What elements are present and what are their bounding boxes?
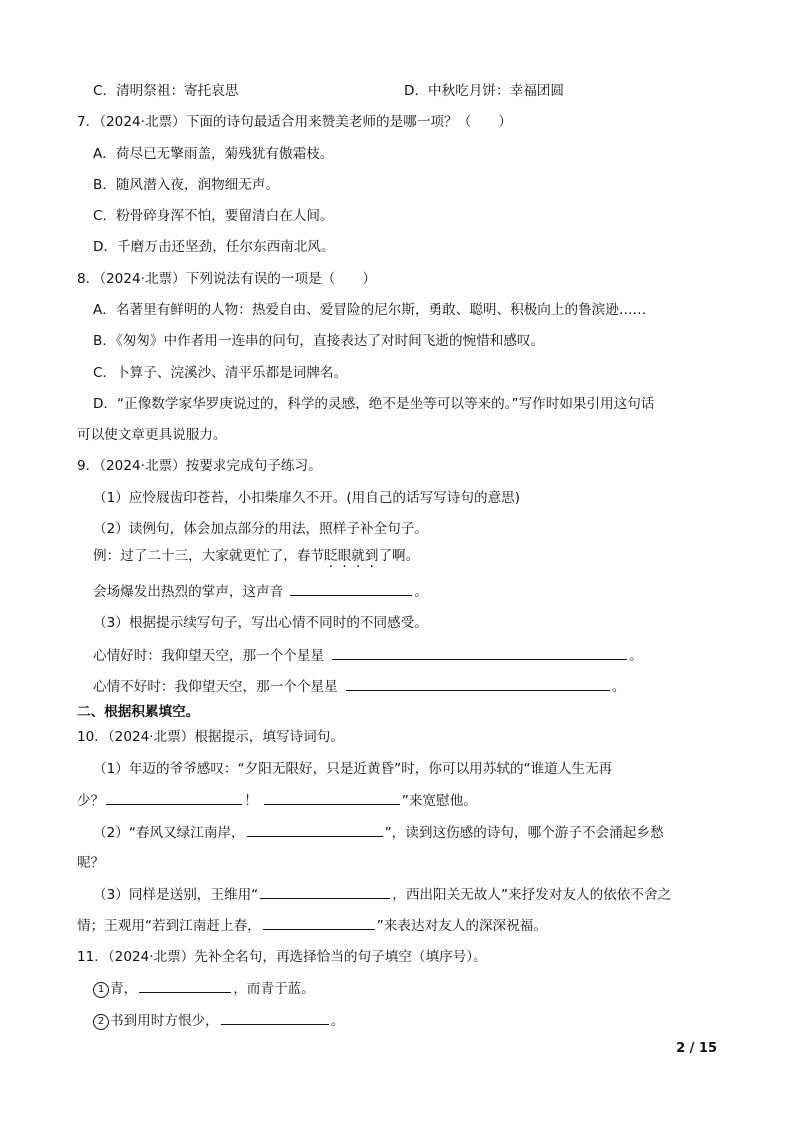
q9-sentence-2-blank[interactable] bbox=[290, 582, 412, 596]
q9-sentence-2 bbox=[93, 582, 428, 601]
q10-part1-blank-1[interactable] bbox=[106, 791, 242, 805]
q10-part1-mid: ！ bbox=[244, 793, 258, 809]
q9-sentence-2-prefix: 会场爆发出热烈的掌声，这声音 bbox=[93, 584, 284, 600]
q10-part3-blank-2[interactable] bbox=[263, 916, 375, 930]
q11-item-2-blank[interactable] bbox=[221, 1011, 329, 1025]
q11-item-1-blank[interactable] bbox=[139, 979, 231, 993]
q9-sentence-2-end: 。 bbox=[414, 584, 428, 600]
q8-stem: 8．（2024·北票）下列说法有误的一项是（ ） bbox=[77, 271, 377, 287]
q8-option-d-line1: D．“正像数学家华罗庚说过的，科学的灵感，绝不是坐等可以等来的。”写作时如果引用这句话 bbox=[93, 396, 655, 412]
q9-bad-mood-blank[interactable] bbox=[346, 677, 610, 691]
q6-option-c: C．清明祭祖：寄托哀思 bbox=[93, 83, 239, 99]
q6-option-d: D．中秋吃月饼：幸福团圆 bbox=[404, 83, 564, 99]
q9-good-mood-blank[interactable] bbox=[332, 646, 627, 660]
circled-number-one: 1 bbox=[93, 982, 109, 998]
q7-option-a: A．荷尽已无擎雨盖，菊残犹有傲霜枝。 bbox=[93, 146, 334, 162]
circled-number-two: 2 bbox=[93, 1014, 109, 1030]
q9-part3: （3）根据提示续写句子，写出心情不同时的不同感受。 bbox=[93, 615, 428, 631]
q10-part3-suffix: ，西出阳关无故人”来抒发对友人的依依不舍之 bbox=[392, 887, 672, 903]
q11-item-2 bbox=[93, 1011, 344, 1030]
q11-item-2-suffix: 。 bbox=[330, 1013, 345, 1029]
q11-item-2-prefix: 书到用时方恨少， bbox=[110, 1013, 219, 1029]
q8-option-a: A．名著里有鲜明的人物：热爱自由、爱冒险的尼尔斯，勇敢、聪明、积极向上的鲁滨逊…… bbox=[93, 302, 647, 318]
q10-part1-line1: （1）年迈的爷爷感叹：“夕阳无限好，只是近黄昏”时，你可以用苏轼的“谁道人生无再 bbox=[93, 761, 613, 777]
q10-part2-suffix: ”，读到这伤感的诗句，哪个游子不会涌起乡愁 bbox=[384, 825, 664, 841]
q9-part1: （1）应怜屐齿印苍苔，小扣柴扉久不开。(用自己的话写写诗句的意思) bbox=[93, 490, 521, 506]
q10-part2-line1 bbox=[93, 823, 664, 842]
q9-example-dotted-char: 眼 bbox=[337, 548, 352, 564]
q8-option-b: B．《匆匆》中作者用一连串的问句，直接表达了对时间飞逝的惋惜和感叹。 bbox=[93, 333, 545, 349]
q11-stem: 11．（2024·北票）先补全名句，再选择恰当的句子填空（填序号）。 bbox=[77, 949, 487, 965]
q10-part1-blank-2[interactable] bbox=[264, 791, 400, 805]
q9-part2: （2）读例句，体会加点部分的用法，照样子补全句子。 bbox=[93, 521, 428, 537]
section-heading: 二、根据积累填空。 bbox=[77, 704, 200, 720]
q9-example-suffix: 了啊。 bbox=[378, 548, 420, 564]
q10-part3-prefix-2: 情；王观用“若到江南赶上春， bbox=[77, 918, 261, 934]
q10-part3-suffix-2: ”来表达对友人的深深祝福。 bbox=[376, 918, 547, 934]
q10-part3-line2 bbox=[77, 916, 547, 935]
q7-option-d: D．千磨万击还坚劲，任尔东西南北风。 bbox=[93, 239, 335, 255]
q10-part2-prefix: （2）“春风又绿江南岸， bbox=[93, 825, 245, 841]
q9-example-dotted-char: 眨 bbox=[324, 548, 338, 564]
q11-item-1-prefix: 青， bbox=[110, 981, 138, 997]
q9-example-dotted-char: 到 bbox=[364, 548, 379, 564]
q10-part3-prefix: （3）同样是送别，王维用“ bbox=[93, 887, 259, 903]
q10-part1-suffix: ”来宽慰他。 bbox=[401, 793, 477, 809]
q10-part1-line2 bbox=[77, 791, 477, 810]
q11-item-1-suffix: ，而青于蓝。 bbox=[233, 981, 315, 997]
q9-example bbox=[93, 547, 419, 565]
q10-part2-line2: 呢？ bbox=[77, 855, 105, 871]
q9-example-dotted-char: 就 bbox=[351, 548, 365, 564]
q9-stem: 9．（2024·北票）按要求完成句子练习。 bbox=[77, 458, 322, 474]
q10-part3-line1 bbox=[93, 885, 671, 904]
q7-option-b: B．随风潜入夜，润物细无声。 bbox=[93, 177, 280, 193]
q9-good-mood bbox=[93, 646, 643, 665]
q8-option-d-line2: 可以使文章更具说服力。 bbox=[77, 427, 227, 443]
q7-option-c: C．粉骨碎身浑不怕，要留清白在人间。 bbox=[93, 208, 334, 224]
q9-bad-mood bbox=[93, 677, 625, 696]
page-number: 2 / 15 bbox=[676, 1041, 717, 1056]
q10-stem: 10．（2024·北票）根据提示，填写诗词句。 bbox=[77, 729, 344, 745]
q7-stem: 7．（2024·北票）下面的诗句最适合用来赞美老师的是哪一项？（ ） bbox=[77, 114, 512, 130]
q8-option-c: C．卜算子、浣溪沙、清平乐都是词牌名。 bbox=[93, 365, 348, 381]
q10-part1-prefix: 少？ bbox=[77, 793, 105, 809]
q9-bad-mood-prefix: 心情不好时：我仰望天空，那一个个星星 bbox=[93, 679, 338, 695]
q11-item-1 bbox=[93, 979, 315, 998]
q10-part3-blank-1[interactable] bbox=[260, 885, 390, 899]
q9-example-prefix: 例：过了二十三，大家就更忙了，春节 bbox=[93, 548, 325, 564]
q10-part2-blank[interactable] bbox=[247, 823, 383, 837]
q9-bad-mood-end: 。 bbox=[611, 679, 626, 695]
q9-good-mood-end: 。 bbox=[629, 648, 643, 664]
q9-good-mood-prefix: 心情好时：我仰望天空，那一个个星星 bbox=[93, 648, 325, 664]
